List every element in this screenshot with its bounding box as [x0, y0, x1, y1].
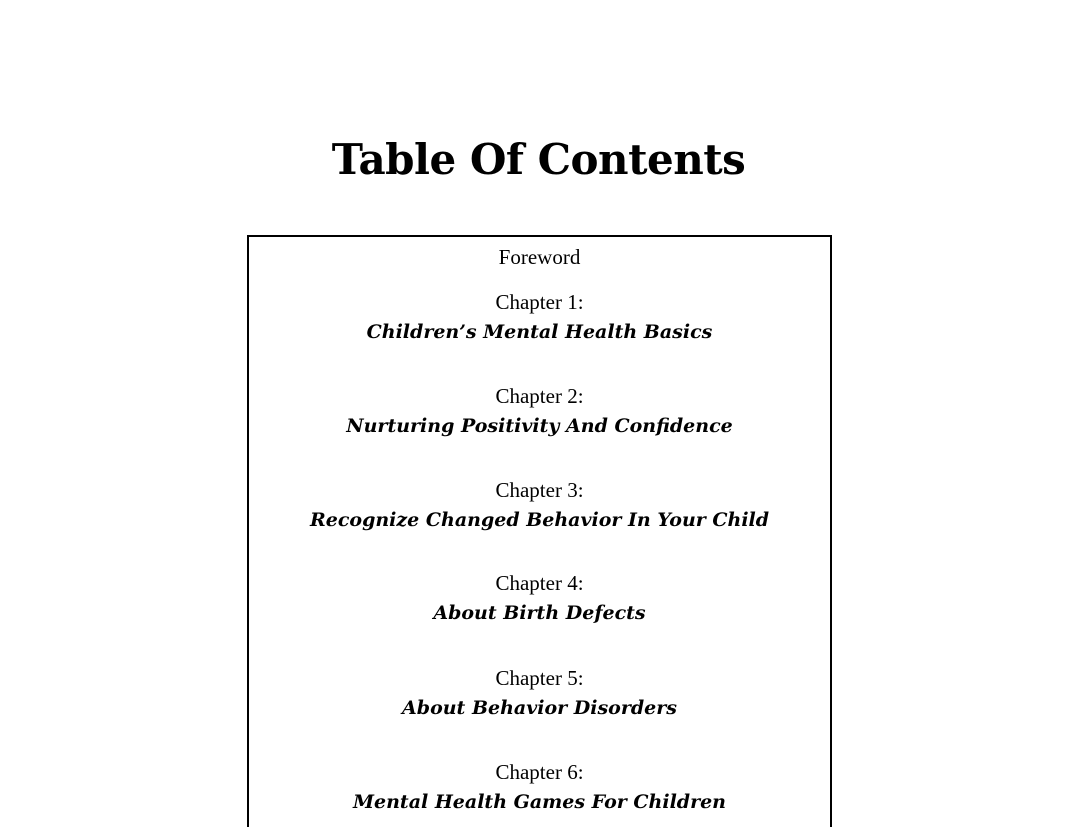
chapter-title: Recognize Changed Behavior In Your Child [309, 509, 770, 531]
toc-entry-chapter-6 [249, 759, 830, 815]
chapter-title: Children’s Mental Health Basics [366, 321, 713, 343]
chapter-title: About Birth Defects [433, 602, 646, 624]
toc-entry-chapter-5 [249, 665, 830, 721]
toc-entry-chapter-1 [249, 289, 830, 345]
chapter-label: Chapter 5: [495, 666, 584, 690]
chapter-label: Chapter 2: [495, 384, 584, 408]
chapter-label: Chapter 3: [495, 478, 584, 502]
page-title: Table Of Contents [331, 135, 746, 184]
table-of-contents-box [247, 235, 832, 827]
chapter-label: Chapter 4: [495, 571, 584, 595]
chapter-title: About Behavior Disorders [402, 697, 677, 719]
chapter-title: Mental Health Games For Children [353, 791, 726, 813]
chapter-label: Chapter 1: [495, 290, 584, 314]
chapter-title: Nurturing Positivity And Confidence [346, 415, 733, 437]
toc-entry-chapter-3 [249, 477, 830, 533]
toc-entry-chapter-4 [249, 570, 830, 626]
chapter-label: Chapter 6: [495, 760, 584, 784]
toc-entry-chapter-2 [249, 383, 830, 439]
toc-foreword: Foreword [498, 245, 581, 269]
